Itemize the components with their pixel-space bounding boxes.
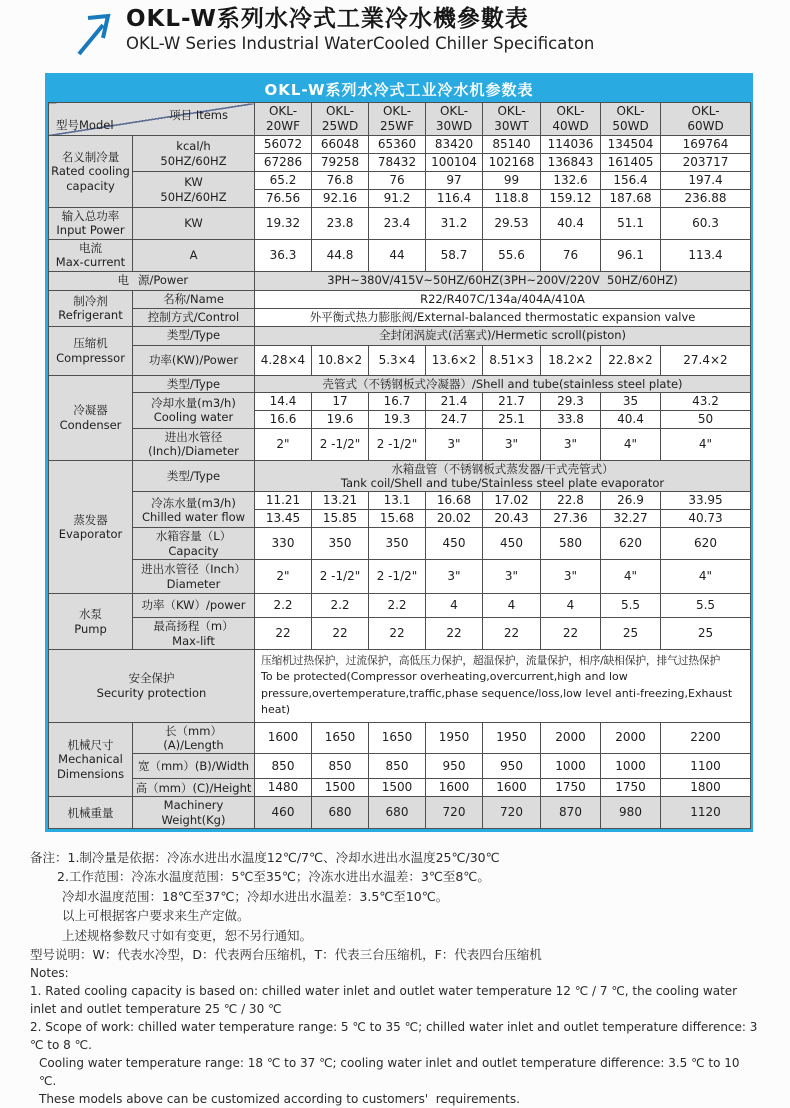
cell: 22 [483, 618, 541, 650]
cell: 13.21 [312, 492, 369, 510]
value-compressor-type: 全封闭涡旋式(活塞式)/Hermetic scroll(piston) [255, 326, 751, 345]
cell: 18.2×2 [541, 345, 601, 375]
cell: 4.28×4 [255, 345, 312, 375]
cell: 19.32 [255, 208, 312, 240]
cell: 720 [483, 797, 541, 829]
group-pump: 水泵 Pump [49, 594, 133, 650]
row-kcal-50hz [49, 136, 751, 154]
note-line-en: Notes: [30, 966, 69, 981]
cell: 22 [255, 618, 312, 650]
row-evaporator-pipe [49, 560, 751, 594]
label-machinery-weight-en: Machinery Weight(Kg) [133, 797, 255, 829]
cell: 25.1 [483, 410, 541, 428]
row-condenser-type [49, 375, 751, 392]
cell: 1650 [312, 722, 369, 754]
cell: 13.1 [369, 492, 426, 510]
cell: 56072 [255, 136, 312, 154]
cell: 92.16 [312, 190, 369, 208]
item-pipe-diameter: 进出水管径（Inch） Diameter [133, 560, 255, 594]
cell: 79258 [312, 154, 369, 172]
table-header-row [49, 103, 751, 136]
cell: 132.6 [541, 172, 601, 190]
cell: 22.8×2 [601, 345, 661, 375]
row-width [49, 754, 751, 779]
cell: 4" [661, 428, 751, 460]
item-kcal: kcal/h 50HZ/60HZ [133, 136, 255, 172]
cell: 1000 [541, 754, 601, 779]
cell: 85140 [483, 136, 541, 154]
cell: 31.2 [426, 208, 483, 240]
cell: 16.68 [426, 492, 483, 510]
item-cooling-water: 冷却水量(m3/h) Cooling water [133, 392, 255, 428]
cell: 620 [601, 528, 661, 560]
cell: 5.5 [601, 594, 661, 618]
cell: 3" [426, 428, 483, 460]
cell: 2 -1/2" [312, 428, 369, 460]
group-input-power: 输入总功率 Input Power [49, 208, 133, 240]
row-kw-50hz [49, 172, 751, 190]
cell: 450 [483, 528, 541, 560]
cell: 1120 [661, 797, 751, 829]
item-type: 类型/Type [133, 460, 255, 492]
cell: 40.4 [601, 410, 661, 428]
cell: 136843 [541, 154, 601, 172]
cell: 21.7 [483, 392, 541, 410]
cell: 16.7 [369, 392, 426, 410]
cell: 2200 [661, 722, 751, 754]
cell: 19.6 [312, 410, 369, 428]
cell: 44 [369, 239, 426, 271]
row-height [49, 779, 751, 797]
value-evaporator-type: 水箱盘管（不锈钢板式蒸发器/干式壳管式） Tank coil/Shell and tube/Stainless steel plate evaporator [255, 460, 751, 492]
item-name: 名称/Name [133, 290, 255, 308]
note-line-en: 2. Scope of work: chilled water temperature range: 5 ℃ to 35 ℃; chilled water inlet and outlet temperature difference: 3 ℃ to 8 ℃. [30, 1020, 758, 1053]
label-security-protection: 安全保护 Security protection [49, 649, 255, 722]
power-label-en: 源/Power [138, 273, 189, 288]
row-power-supply [49, 271, 751, 290]
note-line-zh: 以上可根据客户要求来生产定做。 [62, 908, 250, 924]
cell: 13.6×2 [426, 345, 483, 375]
cell: 76 [369, 172, 426, 190]
note-line-zh: 冷却水温度范围：18℃至37℃；冷却水进出水温差：3.5℃至10℃。 [62, 888, 449, 904]
cell: 65360 [369, 136, 426, 154]
item-pipe-diameter: 进出水管径 (Inch)/Diameter [133, 428, 255, 460]
note-line-en: Cooling water temperature range: 18 ℃ to 37 ℃; cooling water inlet and outlet temperature difference: 3.5 ℃ to 10 ℃. [39, 1056, 740, 1089]
row-condenser-pipe [49, 428, 751, 460]
cell: 680 [369, 797, 426, 829]
cell: 2" [255, 560, 312, 594]
cell: 3" [426, 560, 483, 594]
row-input-power [49, 208, 751, 240]
row-compressor-power [49, 345, 751, 375]
row-security-protection [49, 649, 751, 722]
value-condenser-type: 壳管式（不锈钢板式冷凝器）/Shell and tube(stainless steel plate) [255, 375, 751, 392]
value-refrigerant-name: R22/R407C/134a/404A/410A [255, 290, 751, 308]
cell: 26.9 [601, 492, 661, 510]
cell: 76.8 [312, 172, 369, 190]
cell: 156.4 [601, 172, 661, 190]
group-compressor: 压缩机 Compressor [49, 326, 133, 375]
note-line-zh: 2.工作范围：冷冻水温度范围：5℃至35℃；冷冻水进出水温差：3℃至8℃。 [57, 869, 490, 885]
spec-table [48, 102, 751, 829]
cell: 15.68 [369, 510, 426, 528]
row-length [49, 722, 751, 754]
cell: 58.7 [426, 239, 483, 271]
row-chilled-water-50hz [49, 492, 751, 510]
cell: 21.4 [426, 392, 483, 410]
cell: 3" [483, 428, 541, 460]
cell: 66048 [312, 136, 369, 154]
cell: 91.2 [369, 190, 426, 208]
cell: 870 [541, 797, 601, 829]
cell: 27.4×2 [661, 345, 751, 375]
cell: 3" [541, 560, 601, 594]
cell: 1480 [255, 779, 312, 797]
model-header: OKL- 60WD [661, 103, 751, 136]
cell: 1950 [426, 722, 483, 754]
cell: 25 [661, 618, 751, 650]
cell: 1750 [541, 779, 601, 797]
cell: 4" [601, 428, 661, 460]
cell: 1500 [369, 779, 426, 797]
cell: 22 [541, 618, 601, 650]
cell: 460 [255, 797, 312, 829]
row-evaporator-type [49, 460, 751, 492]
cell: 76.56 [255, 190, 312, 208]
cell: 15.85 [312, 510, 369, 528]
cell: 113.4 [661, 239, 751, 271]
cell: 580 [541, 528, 601, 560]
cell: 27.36 [541, 510, 601, 528]
item-height: 高（mm）(C)/Height [133, 779, 255, 797]
corner-cell [49, 103, 255, 136]
cell: 83420 [426, 136, 483, 154]
cell: 17.02 [483, 492, 541, 510]
cell: 23.4 [369, 208, 426, 240]
cell: 236.88 [661, 190, 751, 208]
cell: 11.21 [255, 492, 312, 510]
cell: 950 [483, 754, 541, 779]
cell: 33.8 [541, 410, 601, 428]
item-chilled-water: 冷冻水量(m3/h) Chilled water flow [133, 492, 255, 528]
cell: 102168 [483, 154, 541, 172]
row-cooling-water-50hz [49, 392, 751, 410]
cell: 161405 [601, 154, 661, 172]
cell: 680 [312, 797, 369, 829]
cell: 99 [483, 172, 541, 190]
cell: 78432 [369, 154, 426, 172]
cell: 5.5 [661, 594, 751, 618]
value-power-supply: 3PH~380V/415V~50HZ/60HZ(3PH~200V/220V 50HZ/60HZ) [255, 271, 751, 290]
label-machinery-weight-zh: 机械重量 [49, 797, 133, 829]
cell: 4" [661, 560, 751, 594]
cell: 19.3 [369, 410, 426, 428]
note-line-zh: 备注：1.制冷量是依据：冷冻水进出水温度12℃/7℃、冷却水进出水温度25℃/30℃ [30, 850, 500, 866]
cell: 22 [426, 618, 483, 650]
cell: 850 [255, 754, 312, 779]
cell: 720 [426, 797, 483, 829]
cell: 350 [369, 528, 426, 560]
cell: 1600 [255, 722, 312, 754]
cell: 2 -1/2" [369, 428, 426, 460]
note-line-zh: 上述规格参数尺寸如有变更，恕不另行通知。 [62, 927, 313, 943]
cell: 10.8×2 [312, 345, 369, 375]
cell: 35 [601, 392, 661, 410]
label-power-supply [49, 271, 255, 290]
value-security-protection: 压缩机过热保护，过流保护，高低压力保护，超温保护，流量保护，相序/缺相保护，排气过热保护 To be protected(Compressor overheating,overcurrent,high and low pressure,overtemperature,traffic,phase sequence/loss,low level anti-freezing,Exhaust heat) [255, 649, 751, 722]
cell: 2.2 [312, 594, 369, 618]
row-max-lift [49, 618, 751, 650]
item-tank-capacity: 水箱容量（L） Capacity [133, 528, 255, 560]
cell: 2 -1/2" [369, 560, 426, 594]
cell: 43.2 [661, 392, 751, 410]
group-evaporator: 蒸发器 Evaporator [49, 460, 133, 594]
cell: 17 [312, 392, 369, 410]
cell: 950 [426, 754, 483, 779]
item-width: 宽（mm）(B)/Width [133, 754, 255, 779]
table-banner: OKL-W系列水冷式工业冷水机参数表 [48, 76, 750, 102]
cell: 20.02 [426, 510, 483, 528]
spec-table-container [45, 73, 753, 832]
cell: 60.3 [661, 208, 751, 240]
cell: 3" [541, 428, 601, 460]
model-header: OKL- 25WD [312, 103, 369, 136]
cell: 76 [541, 239, 601, 271]
cell: 330 [255, 528, 312, 560]
page-title-zh: OKL-W系列水冷式工業冷水機參數表 [126, 6, 529, 32]
cell: 850 [369, 754, 426, 779]
cell: 118.8 [483, 190, 541, 208]
cell: 23.8 [312, 208, 369, 240]
cell: 1100 [661, 754, 751, 779]
cell: 2000 [541, 722, 601, 754]
item-pump-power: 功率（KW）/power [133, 594, 255, 618]
cell: 8.51×3 [483, 345, 541, 375]
cell: 100104 [426, 154, 483, 172]
power-label-zh: 电 [117, 273, 129, 288]
cell: 3" [483, 560, 541, 594]
model-header: OKL- 40WD [541, 103, 601, 136]
cell: 4" [601, 560, 661, 594]
note-line-zh: 型号说明：W：代表水冷型，D：代表两台压缩机，T：代表三台压缩机，F：代表四台压缩机 [30, 946, 542, 962]
cell: 29.3 [541, 392, 601, 410]
page-title-en: OKL-W Series Industrial WaterCooled Chiller Specificaton [126, 33, 595, 53]
cell: 1650 [369, 722, 426, 754]
cell: 980 [601, 797, 661, 829]
cell: 620 [661, 528, 751, 560]
title-block [126, 6, 594, 54]
cell: 2" [255, 428, 312, 460]
cell: 134504 [601, 136, 661, 154]
cell: 1600 [426, 779, 483, 797]
cell: 4 [483, 594, 541, 618]
group-max-current: 电流 Max-current [49, 239, 133, 271]
cell: 67286 [255, 154, 312, 172]
cell: 169764 [661, 136, 751, 154]
model-header: OKL- 50WD [601, 103, 661, 136]
group-rated-cooling: 名义制冷量 Rated cooling capacity [49, 136, 133, 208]
notes-section [30, 848, 760, 1108]
row-refrigerant-control [49, 308, 751, 326]
cell: 159.12 [541, 190, 601, 208]
cell: 13.45 [255, 510, 312, 528]
cell: 203717 [661, 154, 751, 172]
cell: 22 [312, 618, 369, 650]
item-type: 类型/Type [133, 326, 255, 345]
cell: 1500 [312, 779, 369, 797]
group-condenser: 冷凝器 Condenser [49, 375, 133, 460]
cell: 350 [312, 528, 369, 560]
cell: 24.7 [426, 410, 483, 428]
cell: 20.43 [483, 510, 541, 528]
cell: 44.8 [312, 239, 369, 271]
item-comp-power: 功率(KW)/Power [133, 345, 255, 375]
item-length: 长（mm）(A)/Length [133, 722, 255, 754]
cell: 22 [369, 618, 426, 650]
model-header: OKL- 25WF [369, 103, 426, 136]
cell: 65.2 [255, 172, 312, 190]
item-type: 类型/Type [133, 375, 255, 392]
cell: 32.27 [601, 510, 661, 528]
cell: 22.8 [541, 492, 601, 510]
cell: 33.95 [661, 492, 751, 510]
cell: 5.3×4 [369, 345, 426, 375]
cell: 850 [312, 754, 369, 779]
row-compressor-type [49, 326, 751, 345]
model-header: OKL- 30WT [483, 103, 541, 136]
cell: 2000 [601, 722, 661, 754]
cell: 1600 [483, 779, 541, 797]
cell: 116.4 [426, 190, 483, 208]
cell: 1750 [601, 779, 661, 797]
row-max-current [49, 239, 751, 271]
model-header: OKL- 30WD [426, 103, 483, 136]
cell: 1950 [483, 722, 541, 754]
cell: 2.2 [369, 594, 426, 618]
value-control: 外平衡式热力膨胀阀/External-balanced thermostatic expansion valve [255, 308, 751, 326]
cell: 114036 [541, 136, 601, 154]
page-header [0, 0, 790, 60]
cell: 16.6 [255, 410, 312, 428]
item-max-lift: 最高扬程（m） Max-lift [133, 618, 255, 650]
cell: 450 [426, 528, 483, 560]
row-machinery-weight [49, 797, 751, 829]
cell: 55.6 [483, 239, 541, 271]
note-line-en: 1. Rated cooling capacity is based on: chilled water inlet and outlet water temperature 12 ℃ / 7 ℃, the cooling water inlet and outlet temperature 25 ℃ / 30 ℃ [30, 984, 738, 1017]
item-control: 控制方式/Control [133, 308, 255, 326]
row-refrigerant-name [49, 290, 751, 308]
group-mechanical-dimensions: 机械尺寸 Mechanical Dimensions [49, 722, 133, 797]
up-right-arrow-icon [72, 8, 122, 60]
item-kw: KW 50HZ/60HZ [133, 172, 255, 208]
cell: 197.4 [661, 172, 751, 190]
cell: 1000 [601, 754, 661, 779]
cell: 51.1 [601, 208, 661, 240]
model-header: OKL- 20WF [255, 103, 312, 136]
item-amp-unit: A [133, 239, 255, 271]
cell: 97 [426, 172, 483, 190]
cell: 36.3 [255, 239, 312, 271]
cell: 4 [541, 594, 601, 618]
group-refrigerant: 制冷剂 Refrigerant [49, 290, 133, 326]
cell: 187.68 [601, 190, 661, 208]
cell: 2.2 [255, 594, 312, 618]
cell: 40.4 [541, 208, 601, 240]
row-pump-power [49, 594, 751, 618]
cell: 25 [601, 618, 661, 650]
cell: 96.1 [601, 239, 661, 271]
corner-model-label: 型号Model [56, 117, 114, 132]
cell: 29.53 [483, 208, 541, 240]
row-tank-capacity [49, 528, 751, 560]
note-line-en: These models above can be customized according to customers' requirements. [39, 1092, 520, 1107]
corner-items-label: 项目 Items [169, 108, 228, 122]
cell: 2 -1/2" [312, 560, 369, 594]
cell: 50 [661, 410, 751, 428]
cell: 14.4 [255, 392, 312, 410]
cell: 40.73 [661, 510, 751, 528]
cell: 1800 [661, 779, 751, 797]
cell: 4 [426, 594, 483, 618]
item-kw-unit: KW [133, 208, 255, 240]
